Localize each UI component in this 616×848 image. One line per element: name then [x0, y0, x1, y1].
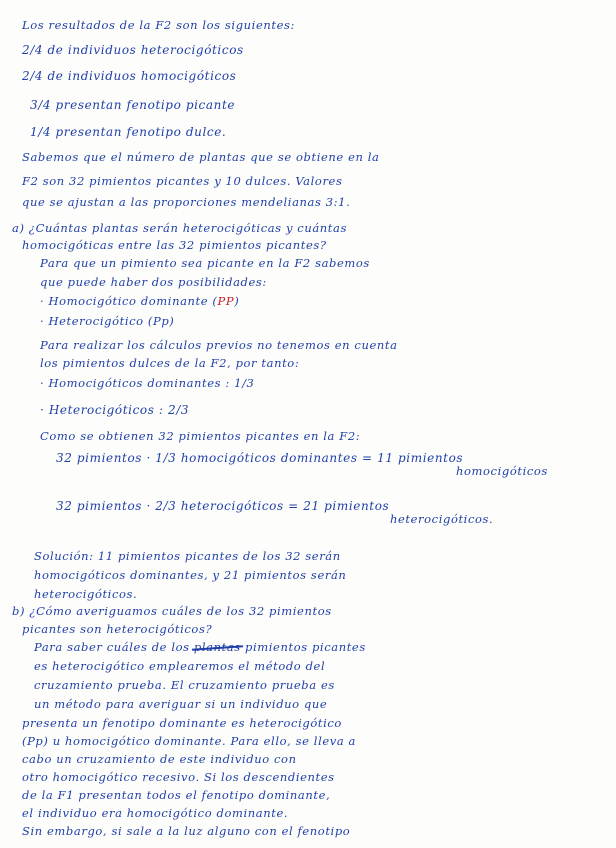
- text-line: 1/4 presentan fenotipo dulce.: [30, 125, 227, 139]
- text-line: Como se obtienen 32 pimientos picantes en la F2:: [40, 429, 361, 443]
- text-line: presenta un fenotipo dominante es heterocigótico: [22, 716, 342, 730]
- text-line: F2 son 32 pimientos picantes y 10 dulces. Valores: [22, 174, 343, 188]
- text-line-with-strike: Para saber cuáles de los plantas pimientos picantes: [34, 640, 366, 654]
- text-line: 2/4 de individuos homocigóticos: [22, 69, 237, 83]
- text-line: 3/4 presentan fenotipo picante: [30, 98, 236, 112]
- text-line: un método para averiguar si un individuo que: [34, 697, 328, 711]
- calc-line: 32 pimientos · 2/3 heterocigóticos = 21 pimientos: [56, 499, 390, 513]
- solution-line: heterocigóticos.: [34, 587, 138, 601]
- text-line: Los resultados de la F2 son los siguientes:: [22, 18, 295, 32]
- text-line: (Pp) u homocigótico dominante. Para ello, se lleva a: [22, 734, 357, 748]
- calc-line: 32 pimientos · 1/3 homocigóticos dominantes = 11 pimientos: [56, 451, 464, 465]
- text-line: de la F1 presentan todos el fenotipo dominante,: [22, 788, 331, 802]
- text-line: que puede haber dos posibilidades:: [40, 275, 267, 289]
- text-line: es heterocigótico emplearemos el método del: [34, 659, 326, 673]
- text-line: Sabemos que el número de plantas que se obtiene en la: [22, 150, 380, 164]
- bullet-heterocigotico: · Heterocigótico (Pp): [40, 314, 175, 328]
- solution-line: homocigóticos dominantes, y 21 pimientos serán: [34, 568, 347, 582]
- text-line: Sin embargo, si sale a la luz alguno con el fenotipo: [22, 824, 351, 838]
- text-line: homocigóticas entre las 32 pimientos picantes?: [22, 238, 327, 252]
- genotype-pp-red: PP: [217, 294, 235, 308]
- calc-line: heterocigóticos.: [390, 512, 494, 526]
- calc-line: homocigóticos: [456, 464, 548, 478]
- text-line: el individuo era homocigótico dominante.: [22, 806, 289, 820]
- text-line: picantes son heterocigóticos?: [22, 622, 213, 636]
- text-line: los pimientos dulces de la F2, por tanto:: [40, 356, 300, 370]
- text-line: Para que un pimiento sea picante en la F2 sabemos: [40, 256, 370, 270]
- text-line: otro homocigótico recesivo. Si los descendientes: [22, 770, 335, 784]
- question-b: b) ¿Cómo averiguamos cuáles de los 32 pimientos: [12, 604, 332, 618]
- crossed-out-word: plantas: [193, 640, 241, 654]
- text-line: que se ajustan a las proporciones mendelianas 3:1.: [22, 195, 351, 209]
- solution-line: Solución: 11 pimientos picantes de los 32 serán: [34, 549, 341, 563]
- text-line: Para realizar los cálculos previos no tenemos en cuenta: [40, 338, 398, 352]
- text-line: · Heterocigóticos : 2/3: [40, 403, 190, 417]
- text-line: 2/4 de individuos heterocigóticos: [22, 43, 244, 57]
- text-line: cabo un cruzamiento de este individuo con: [22, 752, 297, 766]
- bullet-homocigotico: · Homocigótico dominante (PP): [40, 294, 240, 308]
- text-line: · Homocigóticos dominantes : 1/3: [40, 376, 255, 390]
- text-line: cruzamiento prueba. El cruzamiento prueba es: [34, 678, 335, 692]
- question-a: a) ¿Cuántas plantas serán heterocigóticas y cuántas: [12, 221, 347, 235]
